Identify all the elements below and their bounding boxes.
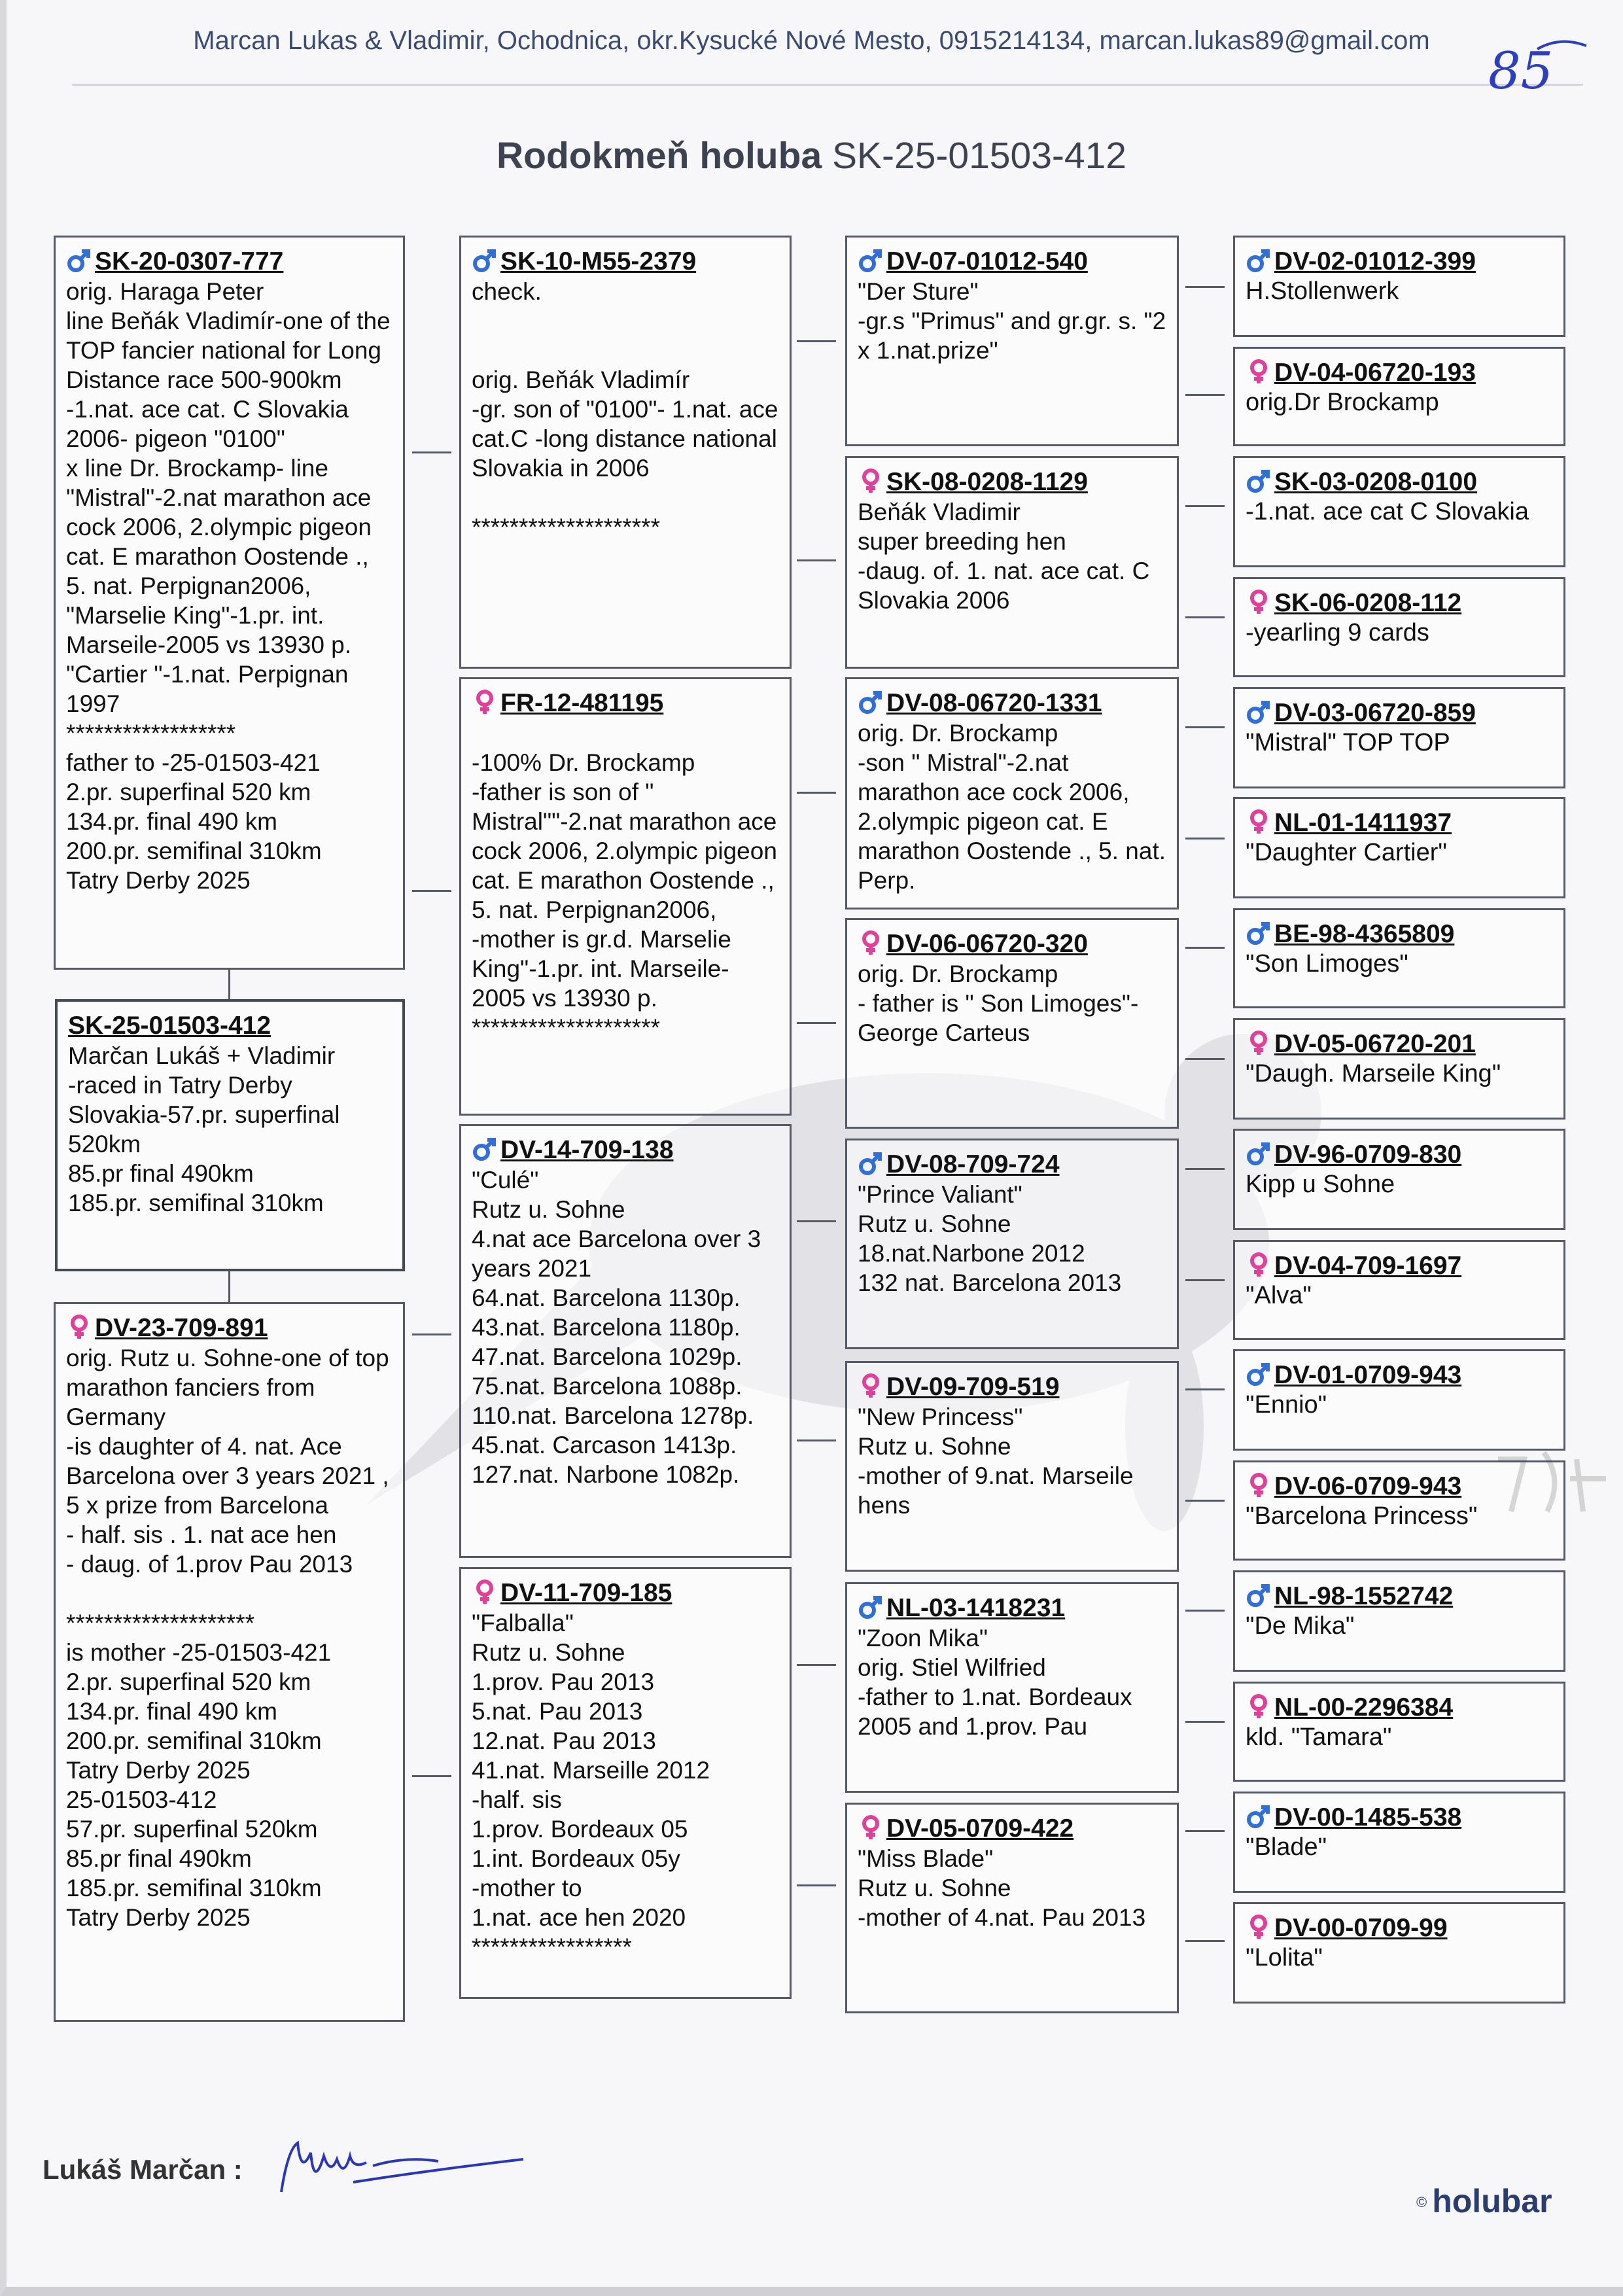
gg-grandparent-ring: DV-06-0709-943: [1274, 1472, 1462, 1500]
father-ring: SK-20-0307-777: [95, 247, 284, 275]
page-title: [0, 134, 1623, 177]
great-grandparent-ring-row: [858, 1593, 1168, 1623]
connector-line: [797, 1884, 836, 1886]
grandparent-ring-row: [472, 1578, 780, 1608]
gg-grandparent-ring-row: [1246, 1581, 1554, 1612]
connector-line: [1185, 1830, 1225, 1832]
grandparent-ring: FR-12-481195: [500, 689, 664, 717]
great-grandparent-description: orig. Dr. Brockamp - father is " Son Limoges"- George Carteus: [858, 961, 1139, 1046]
breeder-contact-header: Marcan Lukas & Vladimir, Ochodnica, okr.Kysucké Nové Mesto, 0915214134, marcan.lukas89@gmail.com: [193, 26, 1430, 55]
male-symbol-icon: [858, 1150, 884, 1176]
gg-grandparent-ring-row: [1246, 1140, 1554, 1170]
holubar-logo: [1416, 2182, 1552, 2220]
great-grandparent-ring: DV-09-709-519: [886, 1373, 1060, 1401]
great-grandparent-ring-row: [858, 929, 1168, 959]
grandparent-description: check. orig. Beňák Vladimír -gr. son of "0100"- 1.nat. ace cat.C -long distance national Slovakia in 2006 ********************: [472, 278, 778, 540]
great-grandparent-card: [845, 918, 1179, 1129]
gg-grandparent-ring: DV-04-709-1697: [1274, 1252, 1462, 1280]
gg-grandparent-description: "Son Limoges": [1246, 950, 1408, 978]
gg-grandparent-ring: DV-96-0709-830: [1274, 1140, 1462, 1169]
gg-grandparent-card: [1233, 456, 1565, 567]
gg-grandparent-card: [1233, 1349, 1565, 1451]
mother-ring-row: [66, 1313, 394, 1343]
female-symbol-icon: [1246, 589, 1272, 615]
gg-grandparent-ring-row: [1246, 1913, 1554, 1943]
great-grandparent-ring-row: [858, 1150, 1168, 1180]
great-grandparent-description: "Prince Valiant" Rutz u. Sohne 18.nat.Narbone 2012 132 nat. Barcelona 2013: [858, 1181, 1122, 1296]
female-symbol-icon: [1246, 359, 1272, 385]
gg-grandparent-ring-row: [1246, 467, 1554, 497]
great-grandparent-ring-row: [858, 467, 1168, 497]
male-symbol-icon: [472, 247, 498, 274]
great-grandparent-description: "Miss Blade" Rutz u. Sohne -mother of 4.nat. Pau 2013: [858, 1845, 1146, 1931]
gg-grandparent-ring: NL-01-1411937: [1274, 809, 1452, 837]
gg-grandparent-card: [1233, 908, 1565, 1008]
grandparent-card: [459, 1567, 792, 1999]
great-grandparent-description: "New Princess" Rutz u. Sohne -mother of 9.nat. Marseile hens: [858, 1404, 1134, 1519]
gg-grandparent-ring-row: [1246, 1693, 1554, 1723]
father-card: [54, 236, 405, 970]
gg-grandparent-card: [1233, 1682, 1565, 1782]
gg-grandparent-ring: NL-00-2296384: [1274, 1693, 1454, 1722]
male-symbol-icon: [1246, 468, 1272, 494]
grandparent-ring-row: [472, 247, 780, 277]
connector-line: [1185, 1388, 1225, 1390]
subject-ring-row: [68, 1011, 393, 1041]
connector-line: [797, 1220, 836, 1222]
great-grandparent-ring: NL-03-1418231: [886, 1594, 1066, 1622]
gg-grandparent-card: [1233, 1018, 1565, 1120]
male-symbol-icon: [1246, 247, 1272, 274]
great-grandparent-ring-row: [858, 1814, 1168, 1844]
gg-grandparent-ring-row: [1246, 698, 1554, 728]
gg-grandparent-description: "Daugh. Marseile King": [1246, 1060, 1501, 1087]
great-grandparent-ring: SK-08-0208-1129: [886, 468, 1088, 496]
female-symbol-icon: [858, 930, 884, 956]
gg-grandparent-ring-row: [1246, 1251, 1554, 1281]
connector-line: [412, 451, 451, 453]
gg-grandparent-card: [1233, 236, 1565, 337]
title-label: Rodokmeň holuba: [496, 135, 822, 177]
female-symbol-icon: [1246, 1693, 1272, 1720]
gg-grandparent-description: Kipp u Sohne: [1246, 1171, 1395, 1198]
gg-grandparent-description: "Barcelona Princess": [1246, 1502, 1478, 1530]
male-symbol-icon: [1246, 1803, 1272, 1829]
gg-grandparent-ring: DV-03-06720-859: [1274, 699, 1476, 727]
gg-grandparent-ring: SK-06-0208-112: [1274, 589, 1462, 617]
connector-line: [1185, 1721, 1225, 1723]
header-divider: [72, 84, 1583, 86]
connector-line: [1185, 1058, 1225, 1060]
gg-grandparent-card: [1233, 1570, 1565, 1672]
gg-grandparent-ring: DV-00-0709-99: [1274, 1914, 1448, 1942]
grandparent-card: [459, 236, 792, 669]
mother-card: [54, 1302, 405, 2022]
signature-icon: [275, 2130, 536, 2202]
connector-line: [797, 559, 836, 561]
connector-line: [228, 970, 230, 999]
stamp-mark-icon: [1485, 1439, 1616, 1531]
gg-grandparent-ring: DV-00-1485-538: [1274, 1803, 1462, 1831]
connector-line: [1185, 1940, 1225, 1942]
great-grandparent-card: [845, 1361, 1179, 1572]
male-symbol-icon: [1246, 1140, 1272, 1167]
male-symbol-icon: [472, 1136, 498, 1162]
gg-grandparent-ring: DV-04-06720-193: [1274, 359, 1476, 387]
gg-grandparent-card: [1233, 347, 1565, 446]
gg-grandparent-ring: DV-01-0709-943: [1274, 1361, 1462, 1389]
connector-line: [1185, 1500, 1225, 1502]
male-symbol-icon: [66, 247, 92, 274]
great-grandparent-card: [845, 1803, 1179, 2013]
connector-line: [1185, 394, 1225, 396]
connector-line: [228, 1271, 230, 1302]
gg-grandparent-description: -1.nat. ace cat C Slovakia: [1246, 498, 1529, 525]
gg-grandparent-description: H.Stollenwerk: [1246, 277, 1399, 305]
great-grandparent-card: [845, 456, 1179, 669]
gg-grandparent-ring-row: [1246, 247, 1554, 277]
grandparent-ring-row: [472, 688, 780, 718]
female-symbol-icon: [1246, 1252, 1272, 1278]
gg-grandparent-description: "Lolita": [1246, 1944, 1323, 1971]
gg-grandparent-ring: BE-98-4365809: [1274, 920, 1455, 948]
gg-grandparent-card: [1233, 1902, 1565, 2004]
grandparent-description: "Culé" Rutz u. Sohne 4.nat ace Barcelona over 3 years 2021 64.nat. Barcelona 1130p. 43.nat. Barcelona 1180p. 47.nat. Barcelona 1029p. 75.nat. Barcelona 1088p. 110.nat. Barcelona 1278p. 45.nat. Carcason 1413p. 127.nat. Narbone 1082p.: [472, 1167, 761, 1488]
great-grandparent-card: [845, 1139, 1179, 1349]
father-ring-row: [66, 247, 394, 277]
connector-line: [1185, 286, 1225, 288]
male-symbol-icon: [1246, 920, 1272, 946]
male-symbol-icon: [858, 689, 884, 715]
connector-line: [797, 340, 836, 342]
female-symbol-icon: [858, 468, 884, 494]
connector-line: [797, 792, 836, 794]
connector-line: [412, 1775, 451, 1777]
female-symbol-icon: [66, 1314, 92, 1340]
grandparent-description: "Falballa" Rutz u. Sohne 1.prov. Pau 2013 5.nat. Pau 2013 12.nat. Pau 2013 41.nat. Marseille 2012 -half. sis 1.prov. Bordeaux 05 1.int. Bordeaux 05y -mother to 1.nat. ace hen 2020 *****************: [472, 1610, 710, 1960]
connector-line: [797, 1664, 836, 1666]
female-symbol-icon: [1246, 1914, 1272, 1940]
grandparent-description: -100% Dr. Brockamp -father is son of " Mistral""-2.nat marathon ace cock 2006, 2.olympic pigeon cat. E marathon Oostende ., 5. nat. Perpignan2006, -mother is gr.d. Marselie King"-1.pr. int. Marseile-2005 vs 13930 p. ********************: [472, 749, 777, 1041]
great-grandparent-description: Beňák Vladimir super breeding hen -daug. of. 1. nat. ace cat. C Slovakia 2006: [858, 499, 1150, 614]
grandparent-ring: DV-11-709-185: [500, 1579, 672, 1607]
title-ring: SK-25-01503-412: [832, 135, 1126, 177]
handwritten-page-number: [1475, 29, 1593, 101]
gg-grandparent-description: "Blade": [1246, 1833, 1327, 1861]
gg-grandparent-description: orig.Dr Brockamp: [1246, 389, 1439, 416]
gg-grandparent-ring: SK-03-0208-0100: [1274, 468, 1478, 496]
subject-description: Marčan Lukáš + Vladimir -raced in Tatry Derby Slovakia-57.pr. superfinal 520km 85.pr final 490km 185.pr. semifinal 310km: [68, 1042, 340, 1216]
grandparent-ring: SK-10-M55-2379: [500, 247, 697, 275]
gg-grandparent-ring-row: [1246, 358, 1554, 388]
female-symbol-icon: [858, 1814, 884, 1841]
connector-line: [412, 1333, 451, 1335]
great-grandparent-ring-row: [858, 247, 1168, 277]
great-grandparent-card: [845, 236, 1179, 446]
gg-grandparent-description: "Ennio": [1246, 1391, 1327, 1419]
gg-grandparent-card: [1233, 1792, 1565, 1893]
gg-grandparent-card: [1233, 577, 1565, 677]
gg-grandparent-description: -yearling 9 cards: [1246, 619, 1429, 646]
gg-grandparent-card: [1233, 1129, 1565, 1230]
connector-line: [1185, 505, 1225, 507]
gg-grandparent-ring-row: [1246, 588, 1554, 618]
male-symbol-icon: [1246, 1361, 1272, 1387]
gg-grandparent-description: "De Mika": [1246, 1612, 1355, 1640]
subject-card: [55, 999, 405, 1271]
connector-line: [1185, 1610, 1225, 1612]
gg-grandparent-ring-row: [1246, 808, 1554, 838]
connector-line: [1185, 838, 1225, 839]
great-grandparent-description: "Zoon Mika" orig. Stiel Wilfried -father to 1.nat. Bordeaux 2005 and 1.prov. Pau: [858, 1625, 1132, 1740]
connector-line: [1185, 1279, 1225, 1281]
gg-grandparent-description: "Alva": [1246, 1282, 1312, 1309]
great-grandparent-ring: DV-06-06720-320: [886, 930, 1088, 958]
gg-grandparent-card: [1233, 1240, 1565, 1340]
grandparent-ring: DV-14-709-138: [500, 1136, 674, 1164]
page-number-text: 85: [1488, 42, 1554, 101]
great-grandparent-ring: DV-08-709-724: [886, 1150, 1060, 1178]
female-symbol-icon: [858, 1373, 884, 1399]
gg-grandparent-ring: DV-05-06720-201: [1274, 1030, 1476, 1058]
gg-grandparent-description: kld. "Tamara": [1246, 1723, 1392, 1751]
gg-grandparent-ring-row: [1246, 1029, 1554, 1059]
gg-grandparent-ring-row: [1246, 1360, 1554, 1390]
female-symbol-icon: [472, 1579, 498, 1605]
grandparent-ring-row: [472, 1135, 780, 1165]
male-symbol-icon: [858, 247, 884, 274]
grandparent-card: [459, 677, 792, 1116]
great-grandparent-card: [845, 677, 1179, 910]
connector-line: [1185, 947, 1225, 949]
subject-ring: SK-25-01503-412: [68, 1012, 271, 1040]
gg-grandparent-ring: NL-98-1552742: [1274, 1582, 1454, 1610]
connector-line: [1185, 616, 1225, 618]
logo-text: holubar: [1432, 2183, 1552, 2219]
female-symbol-icon: [472, 689, 498, 715]
female-symbol-icon: [1246, 1030, 1272, 1056]
father-description: orig. Haraga Peter line Beňák Vladimír-one of the TOP fancier national for Long Distance race 500-900km -1.nat. ace cat. C Slovakia 2006- pigeon "0100" x line Dr. Brockamp- line "Mistral"-2.nat marathon ace cock 2006, 2.olympic pigeon cat. E marathon Oostende ., 5. nat. Perpignan2006, "Marselie King"-1.pr. int. Marseile-2005 vs 13930 p. "Cartier "-1.nat. Perpignan 1997 ****************** father to -25-01503-421 2.pr. superfinal 520 km 134.pr. final 490 km 200.pr. semifinal 310km Tatry Derby 2025: [66, 278, 391, 894]
gg-grandparent-card: [1233, 687, 1565, 788]
gg-grandparent-ring-row: [1246, 919, 1554, 949]
connector-line: [797, 1439, 836, 1441]
great-grandparent-description: "Der Sture" -gr.s "Primus" and gr.gr. s. "2 x 1.nat.prize": [858, 278, 1166, 364]
female-symbol-icon: [1246, 809, 1272, 835]
connector-line: [1185, 1168, 1225, 1170]
great-grandparent-description: orig. Dr. Brockamp -son " Mistral"-2.nat marathon ace cock 2006, 2.olympic pigeon cat. E marathon Oostende ., 5. nat. Perp.: [858, 720, 1166, 894]
great-grandparent-ring-row: [858, 688, 1168, 718]
great-grandparent-ring-row: [858, 1372, 1168, 1402]
gg-grandparent-description: "Daughter Cartier": [1246, 839, 1447, 866]
copyright-mark: ©: [1416, 2194, 1427, 2210]
gg-grandparent-ring-row: [1246, 1803, 1554, 1833]
great-grandparent-ring: DV-05-0709-422: [886, 1814, 1074, 1843]
connector-line: [797, 1022, 836, 1024]
male-symbol-icon: [1246, 1582, 1272, 1608]
connector-line: [412, 890, 451, 892]
mother-description: orig. Rutz u. Sohne-one of top marathon fanciers from Germany -is daughter of 4. nat. Ace Barcelona over 3 years 2021 , 5 x prize from Barcelona - half. sis . 1. nat ace hen - daug. of 1.prov Pau 2013 ******************** is mother -25-01503-421 2.pr. superfinal 520 km 134.pr. final 490 km 200.pr. semifinal 310km Tatry Derby 2025 25-01503-412 57.pr. superfinal 520km 85.pr final 490km 185.pr. semifinal 310km Tatry Derby 2025: [66, 1345, 389, 1931]
great-grandparent-card: [845, 1582, 1179, 1793]
grandparent-card: [459, 1124, 792, 1558]
great-grandparent-ring: DV-07-01012-540: [886, 247, 1088, 275]
gg-grandparent-description: "Mistral" TOP TOP: [1246, 729, 1450, 756]
connector-line: [1185, 726, 1225, 728]
signature-label: Lukáš Marčan :: [43, 2154, 243, 2185]
male-symbol-icon: [858, 1594, 884, 1620]
great-grandparent-ring: DV-08-06720-1331: [886, 689, 1102, 717]
gg-grandparent-card: [1233, 797, 1565, 898]
female-symbol-icon: [1246, 1472, 1272, 1498]
mother-ring: DV-23-709-891: [95, 1314, 268, 1342]
male-symbol-icon: [1246, 699, 1272, 725]
gg-grandparent-ring: DV-02-01012-399: [1274, 247, 1476, 275]
